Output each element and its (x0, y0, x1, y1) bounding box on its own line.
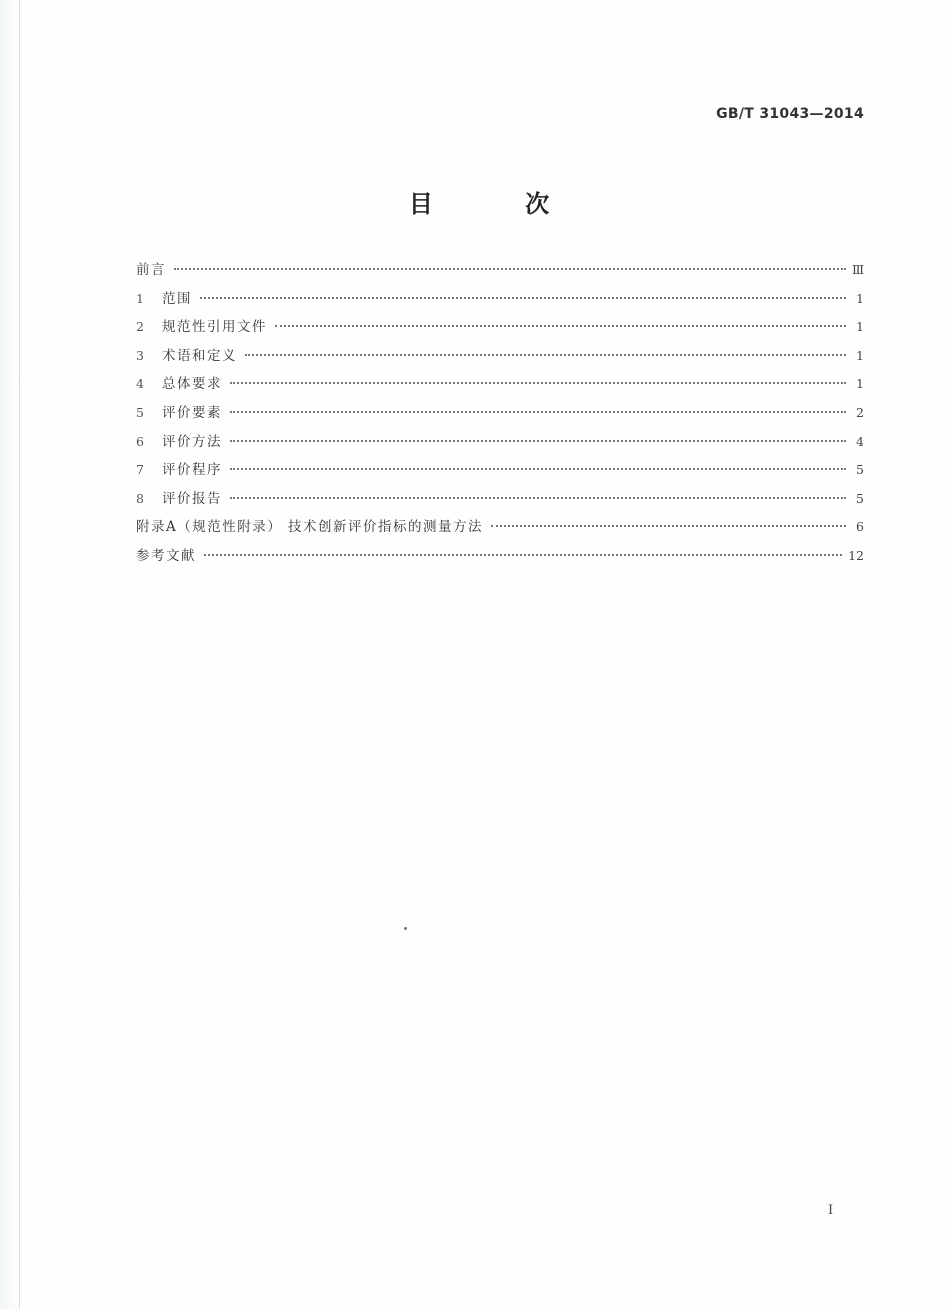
toc-entry-evaluation-procedure[interactable] (136, 458, 864, 487)
toc-entry-label: 参考文献 (136, 547, 196, 564)
toc-entry-number: 1 (136, 290, 144, 306)
toc-entry-page: 1 (856, 290, 864, 306)
dot-leader (230, 382, 846, 384)
toc-entry-page: 4 (856, 433, 864, 449)
dot-leader (200, 297, 846, 299)
toc-entry-scope[interactable] (136, 287, 864, 316)
dot-leader (204, 554, 842, 556)
toc-entry-bibliography[interactable] (136, 544, 864, 573)
toc-entry-page: 5 (856, 490, 864, 506)
toc-entry-page: 12 (848, 547, 864, 563)
toc-entry-number: 3 (136, 347, 144, 363)
toc-entry-number: 6 (136, 433, 144, 449)
toc-entry-label: 评价要素 (162, 404, 222, 421)
toc-entry-label: 规范性引用文件 (162, 319, 267, 336)
toc-entry-page: 1 (856, 319, 864, 335)
toc-entry-number: 8 (136, 490, 144, 506)
toc-entry-label: 评价报告 (162, 490, 222, 507)
toc-entry-evaluation-report[interactable] (136, 487, 864, 516)
dot-leader (230, 411, 846, 413)
toc-entry-normative-references[interactable] (136, 315, 864, 344)
page-number: I (828, 1203, 834, 1218)
toc-title: 目 次 (408, 190, 592, 218)
toc-entry-number: 4 (136, 376, 144, 392)
toc-entry-page: Ⅲ (851, 262, 864, 277)
toc-entry-page: 1 (856, 376, 864, 392)
toc-entry-number: 2 (136, 319, 144, 335)
toc-entry-label: 术语和定义 (162, 347, 237, 364)
dot-leader (275, 325, 846, 327)
dot-leader (230, 440, 846, 442)
toc-entry-label: 附录A（规范性附录） 技术创新评价指标的测量方法 (136, 519, 484, 536)
dot-leader (174, 268, 846, 270)
dot-leader (245, 354, 846, 356)
toc-entry-evaluation-elements[interactable] (136, 401, 864, 430)
dot-leader (491, 525, 846, 527)
toc-entry-label: 评价方法 (162, 433, 222, 450)
toc-entry-page: 6 (856, 519, 864, 535)
toc-entry-label: 范围 (162, 290, 192, 307)
document-code: GB/T 31043—2014 (716, 106, 864, 122)
table-of-contents (136, 258, 864, 573)
toc-entry-general-requirements[interactable] (136, 372, 864, 401)
toc-entry-page: 2 (856, 404, 864, 420)
toc-entry-terms-definitions[interactable] (136, 344, 864, 373)
toc-entry-label: 前言 (136, 262, 166, 278)
toc-entry-foreword[interactable] (136, 258, 864, 287)
dot-leader (230, 497, 846, 499)
toc-entry-number: 7 (136, 462, 144, 478)
toc-entry-page: 5 (856, 462, 864, 478)
toc-entry-label: 总体要求 (162, 376, 222, 393)
toc-entry-number: 5 (136, 404, 144, 420)
scan-speck (404, 927, 407, 930)
dot-leader (230, 468, 846, 470)
toc-entry-page: 1 (856, 347, 864, 363)
toc-entry-annex-a[interactable] (136, 515, 864, 544)
toc-entry-evaluation-methods[interactable] (136, 430, 864, 459)
toc-entry-label: 评价程序 (162, 462, 222, 479)
